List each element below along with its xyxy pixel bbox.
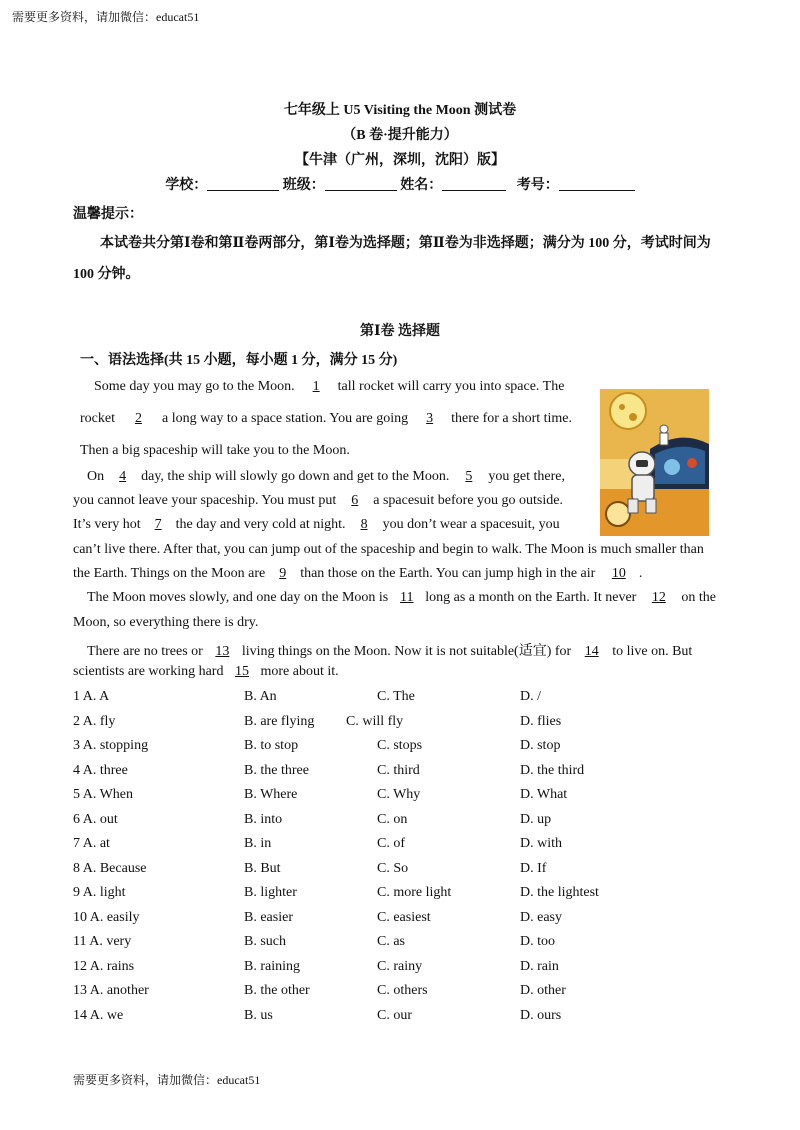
question-option-a[interactable]: 11 A. very bbox=[73, 934, 132, 949]
passage-line: you cannot leave your spaceship. You must put 6 a spacesuit before you go outside. bbox=[73, 493, 563, 508]
question-option-c[interactable]: C. easiest bbox=[377, 909, 431, 925]
question-option-c[interactable]: C. of bbox=[377, 836, 405, 851]
name-label: 姓名： bbox=[400, 178, 443, 193]
passage-line: Some day you may go to the Moon. 1 tall rocket will carry you into space. The bbox=[94, 379, 565, 394]
question-option-a[interactable]: 2 A. fly bbox=[73, 713, 116, 729]
blank-4[interactable]: 4 bbox=[119, 469, 127, 484]
passage-line: Moon, so everything there is dry. bbox=[73, 615, 259, 630]
blank-10[interactable]: 10 bbox=[611, 566, 626, 581]
header-note: 需要更多资料，请加微信：educat51 bbox=[12, 10, 200, 24]
question-option-d[interactable]: D. other bbox=[520, 983, 566, 998]
tips-heading: 温馨提示： bbox=[73, 207, 143, 222]
question-option-c[interactable]: C. others bbox=[377, 983, 428, 998]
question-option-b[interactable]: B. An bbox=[244, 689, 277, 704]
question-option-d[interactable]: D. flies bbox=[520, 713, 562, 729]
question-option-b[interactable]: B. easier bbox=[244, 909, 293, 925]
passage-line: There are no trees or 13 living things on the Moon. Now it is not suitable(适宜) for 14 to live on. But bbox=[87, 644, 693, 659]
passage-line: the Earth. Things on the Moon are 9 than those on the Earth. You can jump high in the air 10 . bbox=[73, 566, 643, 581]
question-option-d[interactable]: D. If bbox=[520, 860, 547, 876]
question-option-a[interactable]: 10 A. easily bbox=[73, 909, 140, 925]
question-option-a[interactable]: 8 A. Because bbox=[73, 860, 147, 876]
tips-body: 本试卷共分第Ⅰ卷和第Ⅱ卷两部分，第Ⅰ卷为选择题；第Ⅱ卷为非选择题；满分为 100 分，考试时间为 100 分钟。 bbox=[73, 236, 711, 282]
question-option-c[interactable]: C. as bbox=[377, 934, 405, 949]
passage-line: It’s very hot 7 the day and very cold at night. 8 you don’t wear a spacesuit, you bbox=[73, 517, 560, 532]
question-option-c[interactable]: C. rainy bbox=[377, 958, 423, 974]
blank-12[interactable]: 12 bbox=[651, 590, 666, 605]
class-blank[interactable] bbox=[325, 176, 397, 191]
passage-line: On 4 day, the ship will slowly go down and get to the Moon. 5 you get there, bbox=[87, 469, 565, 484]
school-blank[interactable] bbox=[207, 176, 279, 191]
exam-edition: 【牛津（广州，深圳，沈阳）版】 bbox=[295, 153, 505, 168]
blank-3[interactable]: 3 bbox=[426, 411, 434, 426]
question-option-a[interactable]: 4 A. three bbox=[73, 762, 128, 778]
question-option-a[interactable]: 3 A. stopping bbox=[73, 738, 149, 753]
question-option-b[interactable]: B. to stop bbox=[244, 738, 299, 753]
question-option-d[interactable]: D. / bbox=[520, 689, 541, 704]
question-option-b[interactable]: B. such bbox=[244, 934, 286, 949]
question-option-d[interactable]: D. with bbox=[520, 836, 562, 851]
question-option-b[interactable]: B. Where bbox=[244, 787, 298, 802]
part1-title: 第Ⅰ卷 选择题 bbox=[359, 324, 441, 339]
exam-no-blank[interactable] bbox=[559, 176, 635, 191]
question-option-a[interactable]: 9 A. light bbox=[73, 885, 126, 900]
question-option-b[interactable]: B. lighter bbox=[244, 885, 297, 900]
passage-line: scientists are working hard 15 more about it. bbox=[73, 664, 339, 679]
name-blank[interactable] bbox=[442, 176, 506, 191]
astronaut-moon-illustration bbox=[600, 389, 709, 536]
footer-note: 需要更多资料，请加微信：educat51 bbox=[73, 1073, 261, 1087]
question-option-a[interactable]: 7 A. at bbox=[73, 836, 110, 851]
blank-7[interactable]: 7 bbox=[154, 517, 162, 532]
blank-11[interactable]: 11 bbox=[399, 590, 414, 605]
question-option-a[interactable]: 5 A. When bbox=[73, 787, 134, 802]
question-option-b[interactable]: B. into bbox=[244, 811, 283, 827]
passage-line: rocket 2 a long way to a space station. You are going 3 there for a short time. bbox=[80, 411, 573, 426]
blank-8[interactable]: 8 bbox=[360, 517, 368, 532]
question-option-a[interactable]: 6 A. out bbox=[73, 811, 118, 827]
question-option-d[interactable]: D. too bbox=[520, 934, 555, 949]
question-option-a[interactable]: 13 A. another bbox=[73, 983, 149, 998]
school-label: 学校： bbox=[165, 178, 208, 193]
question-option-b[interactable]: B. in bbox=[244, 836, 272, 851]
question-option-c[interactable]: C. stops bbox=[377, 738, 423, 753]
question-option-c[interactable]: C. more light bbox=[377, 885, 452, 900]
blank-6[interactable]: 6 bbox=[351, 493, 359, 508]
question-option-d[interactable]: D. up bbox=[520, 811, 552, 827]
question-option-d[interactable]: D. easy bbox=[520, 909, 562, 925]
question-option-b[interactable]: B. the other bbox=[244, 983, 310, 998]
question-option-d[interactable]: D. rain bbox=[520, 958, 559, 974]
exam-no-label: 考号： bbox=[516, 178, 559, 193]
question-option-d[interactable]: D. What bbox=[520, 787, 568, 802]
question-option-b[interactable]: B. the three bbox=[244, 762, 309, 778]
blank-5[interactable]: 5 bbox=[465, 469, 473, 484]
student-info-row bbox=[0, 174, 800, 194]
question-option-b[interactable]: B. are flying bbox=[244, 713, 315, 729]
passage-line: Then a big spaceship will take you to the Moon. bbox=[80, 443, 350, 458]
blank-14[interactable]: 14 bbox=[584, 644, 599, 659]
exam-subtitle: （B 卷·提升能力） bbox=[342, 128, 458, 143]
question-option-b[interactable]: B. us bbox=[244, 1007, 273, 1023]
question-option-a[interactable]: 14 A. we bbox=[73, 1007, 124, 1023]
section1-title: 一、语法选择(共 15 小题，每小题 1 分，满分 15 分) bbox=[80, 353, 398, 368]
question-option-c[interactable]: C. our bbox=[377, 1007, 412, 1023]
blank-9[interactable]: 9 bbox=[279, 566, 287, 581]
blank-1[interactable]: 1 bbox=[312, 379, 320, 394]
exam-title: 七年级上 U5 Visiting the Moon 测试卷 bbox=[283, 103, 517, 118]
question-option-d[interactable]: D. the lightest bbox=[520, 885, 599, 900]
blank-2[interactable]: 2 bbox=[134, 411, 142, 426]
passage-line: can’t live there. After that, you can jump out of the spaceship and begin to walk. The Moon is much smaller than bbox=[73, 542, 704, 557]
question-option-d[interactable]: D. the third bbox=[520, 762, 585, 778]
question-option-b[interactable]: B. But bbox=[244, 860, 281, 876]
question-option-a[interactable]: 1 A. A bbox=[73, 689, 110, 704]
passage-line: The Moon moves slowly, and one day on the Moon is 11 long as a month on the Earth. It never 12 on the bbox=[87, 590, 716, 605]
question-option-c[interactable]: C. Why bbox=[377, 787, 421, 802]
class-label: 班级： bbox=[282, 178, 325, 193]
question-option-d[interactable]: D. stop bbox=[520, 738, 561, 753]
blank-13[interactable]: 13 bbox=[215, 644, 230, 659]
question-option-c[interactable]: C. on bbox=[377, 811, 408, 827]
question-option-c[interactable]: C. third bbox=[377, 762, 420, 778]
question-option-c[interactable]: C. So bbox=[377, 860, 409, 876]
question-option-d[interactable]: D. ours bbox=[520, 1007, 562, 1023]
question-option-a[interactable]: 12 A. rains bbox=[73, 958, 135, 974]
question-option-b[interactable]: B. raining bbox=[244, 958, 300, 974]
question-option-c[interactable]: C. The bbox=[377, 689, 415, 704]
question-option-c[interactable]: C. will fly bbox=[346, 713, 404, 729]
blank-15[interactable]: 15 bbox=[234, 664, 249, 679]
